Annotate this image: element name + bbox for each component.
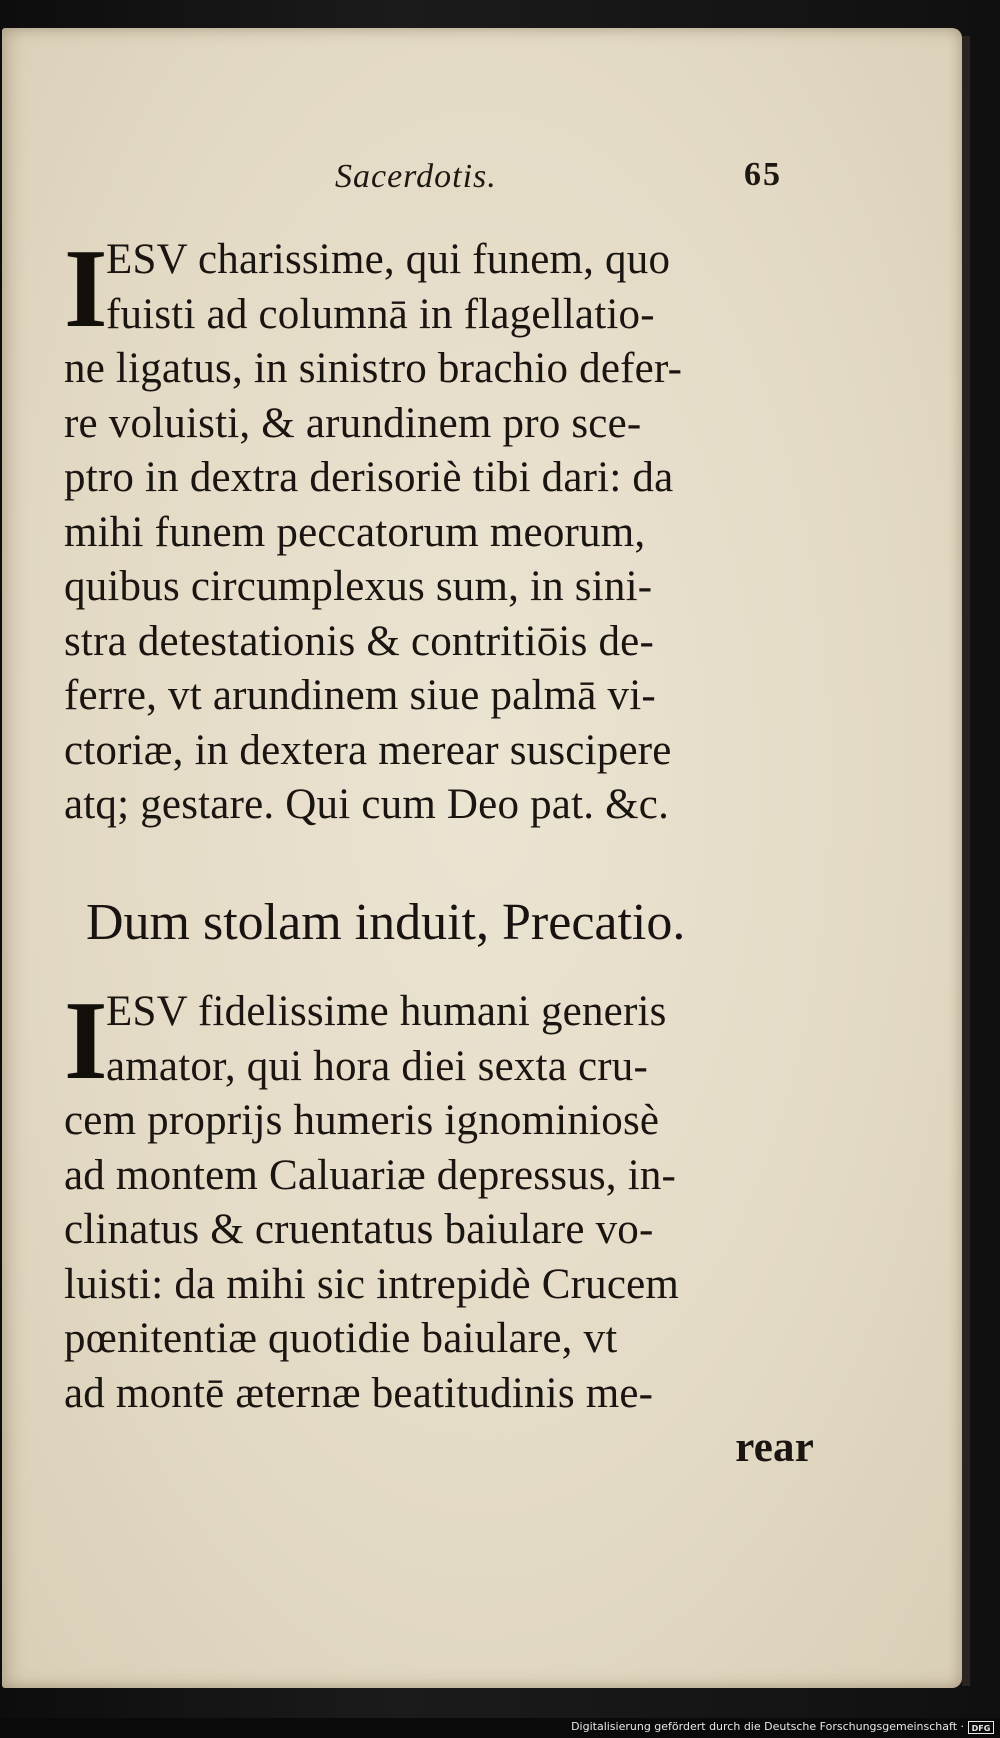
page-header <box>2 146 962 206</box>
text-line: clinatus & cruentatus baiulare vo- <box>64 1206 654 1253</box>
text-line: amator, qui hora diei sexta cru- <box>106 1042 648 1090</box>
funding-credit: Digitalisierung gefördert durch die Deutsche Forschungsgemeinschaft · <box>571 1720 964 1733</box>
drop-cap-initial: I <box>64 979 108 1103</box>
prayer-text-1 <box>64 227 814 833</box>
text-line: ESV charissime, qui funem, quo <box>106 236 671 283</box>
text-line: ad montem Caluariæ depressus, in- <box>64 1151 677 1199</box>
text-line: stra detestationis & contritiōis de- <box>64 617 654 665</box>
text-line: ptro in dextra derisoriè tibi dari: da <box>64 454 674 501</box>
text-line: quibus circumplexus sum, in sini- <box>64 563 653 610</box>
text-line: ESV fidelissime humani generis <box>106 988 667 1035</box>
text-line: ad montē æternæ beatitudinis me- <box>64 1369 654 1417</box>
text-line: pœnitentiæ quotidie baiulare, vt <box>64 1315 618 1362</box>
text-line: re voluisti, & arundinem pro sce- <box>64 399 642 447</box>
page-number: 65 <box>744 156 782 193</box>
book-page <box>2 28 962 1688</box>
text-line: cem proprijs humeris ignominiosè <box>64 1097 660 1144</box>
text-line: ferre, vt arundinem siue palmā vi- <box>64 672 656 719</box>
text-line: fuisti ad columnā in flagellatio- <box>106 290 655 338</box>
text-line: ctoriæ, in dextera merear suscipere <box>64 726 672 774</box>
text-line: luisti: da mihi sic intrepidè Crucem <box>64 1260 680 1308</box>
text-line: mihi funem peccatorum meorum, <box>64 508 646 556</box>
running-head: Sacerdotis. <box>335 158 497 195</box>
catchword: rear <box>735 1424 814 1471</box>
text-line: atq; gestare. Qui cum Deo pat. &c. <box>64 781 670 828</box>
section-heading: Dum stolam induit, Precatio. <box>86 894 686 951</box>
page-edge <box>962 36 970 1686</box>
dfg-logo-icon: DFG <box>968 1721 994 1734</box>
prayer-text-2 <box>64 979 814 1476</box>
drop-cap-initial: I <box>64 227 108 351</box>
footer-bar <box>0 1718 1000 1738</box>
text-line: ne ligatus, in sinistro brachio defer- <box>64 345 683 392</box>
